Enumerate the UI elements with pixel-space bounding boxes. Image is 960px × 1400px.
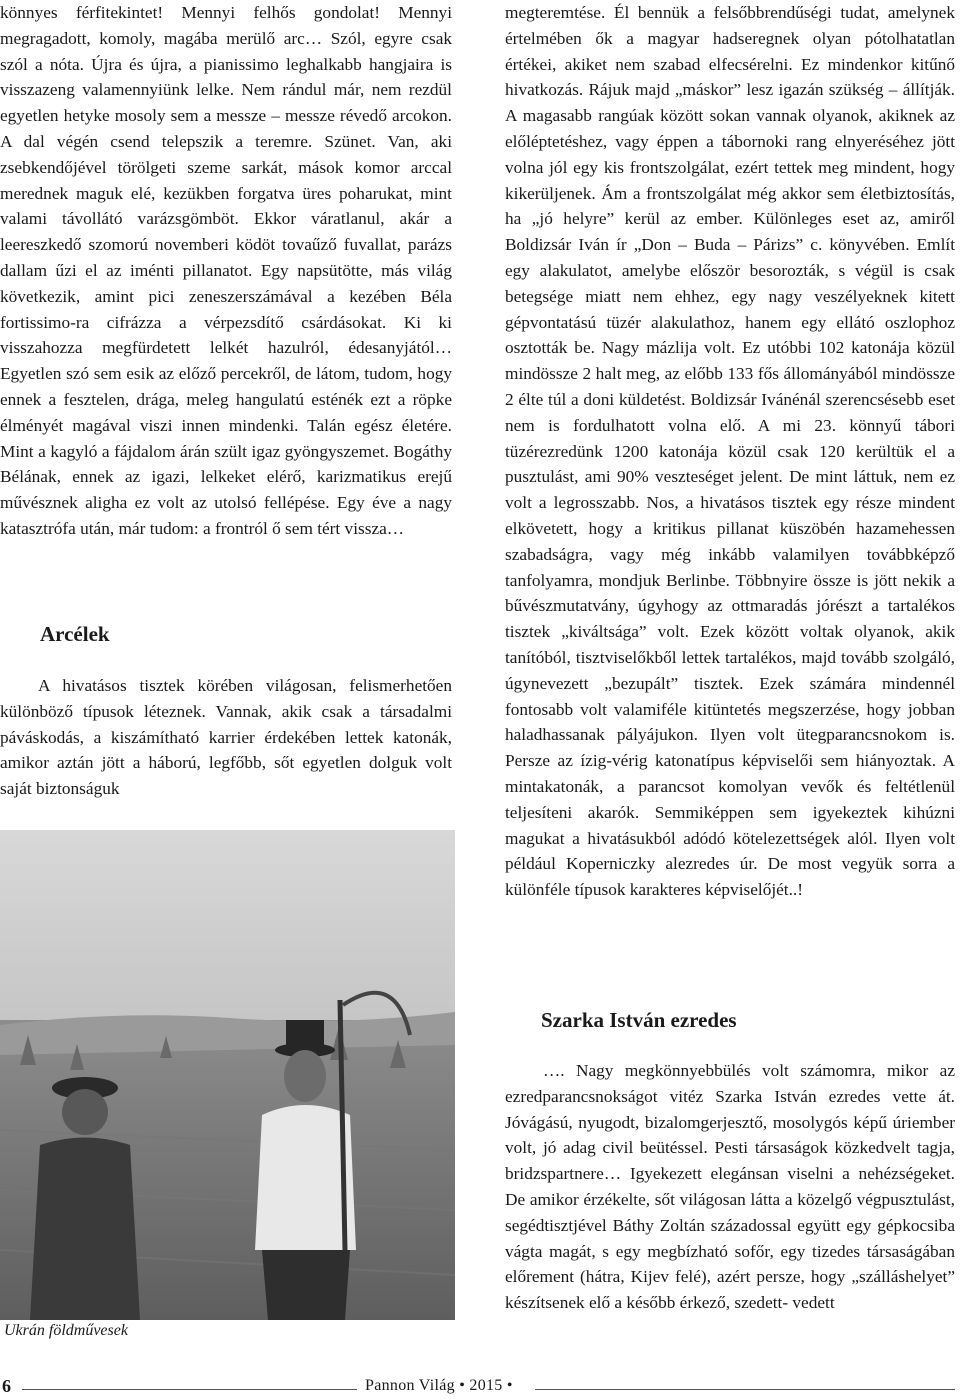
body-paragraph: megteremtése. Él bennük a felsőbbrendűségi tudat, amelynek értelmében ők a magyar hadseregnek olyan pótolhatatlan értékei, akiket nem szabad elfecsérelni. Ez mindenkor kitűnő hivatkozás. Rájuk majd „máskor” lesz igazán szükség – állítják. A magasabb rangúak között sokan vannak olyanok, akiknek az előléptetéshez, vagy éppen a tábornoki rang elnyeréséhez jött volna jól egy kis frontszolgálat, ezért tettek meg mindent, hogy kikerüljenek. Ám a frontszolgálat még akkor sem életbiztosítás, ha „jó helyre” kerül az ember. Különleges eset az, amiről Boldizsár Iván ír „Don – Buda – Párizs” c. könyvében. Említ egy alakulatot, amelybe először besorozták, s végül is csak betegsége miatt nem ehhez, egy nagy veszélyeknek kitett gépvontatású tüzér alakulathoz, hanem egy ellátó oszlophoz osztották be. Nagy mázlija volt. Ez utóbbi 102 katonája közül mindössze 2 halt meg, az előbb 133 fős állományából mindössze 2 élte túl a doni küldetést. Boldizsár Ivánénál szerencsésebb eset nem is fordulhatott volna elő. A mi 23. könnyű tábori tüzérezredünk 1200 katonája közül csak 120 kerültük el a pusztulást, ami 90% veszteséget jelent. De mint láttuk, nem ez volt a legrosszabb. Nos, a hivatásos tisztek egy része mindent elkövetett, hogy a kritikus pillanat küszöbén hazamehessen szabadságra, vagy még inkább valamilyen továbbképző tanfolyamra, mondjuk Berlinbe. Többnyire össze is jött nekik a bűvészmutatvány, úgyhogy az ottmaradás jórészt a tartalékos tisztek „kiváltsága” volt. Ezek között voltak olyanok, akik tanítóból, tisztviselőkből lettek tartalékos, majd tovább szolgáló, úgynevezett „bezupált” tisztek. Ezek számára mindennél fontosabb volt valamiféle kitüntetés megszerzése, hogy jobban haladhassanak pályájukon. Ilyen volt ütegparancsnokom is. Persze az ízig-vérig katonatípus képviselői sem hiányoztak. A mintakatonák, a parancsot komolyan vevők és feltétlenül teljesíteni akarók. Semmiképpen sem igyekeztek kihúzni magukat a hivatásukból adódó kötelezettségek alól. Ilyen volt például Koperniczky alezredes úr. De most vegyük sorra a különféle típusok karakteres képviselőjét..! <box>505 3 955 900</box>
page-number: 6 <box>2 1376 11 1396</box>
right-column <box>505 0 955 903</box>
publication-footer: Pannon Világ • 2015 • <box>365 1377 513 1394</box>
left-column <box>0 0 452 542</box>
photo-caption: Ukrán földművesek <box>4 1322 128 1339</box>
section-heading-arcelek: Arcélek <box>40 622 110 646</box>
footer-rule-right <box>535 1389 955 1390</box>
footer-rule-left <box>22 1389 357 1390</box>
szarka-section <box>505 1058 955 1316</box>
photo-ukrainian-farmers <box>0 830 455 1320</box>
section-paragraph: A hivatásos tisztek körében világosan, felismerhetően különböző típusok léteznek. Vannak, akik csak a társadalmi páváskodás, a kiszámítható karrier érdekében lettek katonák, amikor aztán jött a háború, legfőbb, sőt egyetlen dolguk volt saját biztonságuk <box>0 676 452 799</box>
section-paragraph: …. Nagy megkönnyebbülés volt számomra, mikor az ezredparancsnokságot vitéz Szarka István ezredes vette át. Jóvágású, nyugodt, bizalomgerjesztő, mosolygós képű úriember volt, jó adag civil beütéssel. Pesti társaságok közkedvelt tagja, bridzspartnere… Igyekezett elegánsan viselni a nehézségeket. De amikor érzékelte, sőt világosan látta a közelgő végpusztulást, segédtisztjével Báthy Zoltán századossal együtt egy gépkocsiba vágta magát, s egy megbízható sofőr, egy tizedes társaságában előrement (hátra, Kijev felé), azért persze, hogy „szálláshelyet” készítsenek elő a később érkező, szedett- vedett <box>505 1061 955 1313</box>
arcelek-section <box>0 673 452 802</box>
body-paragraph: könnyes férfitekintet! Mennyi felhős gondolat! Mennyi megragadott, komoly, magába merülő arc… Szól, egyre csak szól a nóta. Újra és újra, a pianissimo leghalkabb hangjaira is visszazeng valamennyiünk lelke. Nem rándul már, nem rezdül egyetlen hetyke mosoly sem a messze – messze révedő arcokon. A dal végén csend telepszik a teremre. Szünet. Van, aki zsebkendőjével törölgeti szeme sarkát, mások komor arccal merednek maguk elé, kezükben forgatva üres poharukat, mint valami távollátó varázsgömböt. Ekkor váratlanul, akár a leereszkedő szomorú novemberi ködöt tovaűző fuvallat, parázs dallam űzi el az iménti pillanatot. Egy napsütötte, más világ következik, amint pici zeneszerszámával a kezében Béla fortissimo-ra cifrázza a vérpezsdítő csárdásokat. Ki ki visszahozza megfürdetett lelkét hazulról, édesanyjától… Egyetlen szó sem esik az előző percekről, de látom, tudom, hogy ennek a fesztelen, drága, meleg hangulatú esténék ezt a röpke élményét magával viszi innen mindenki. Talán egész életére. Mint a kagyló a fájdalom árán szült igaz gyöngyszemet. Bogáthy Bélának, ennek az igazi, lelkeket elérő, karizmatikus erejű művésznek aligha ez volt az utolsó fellépése. Egy éve a nagy katasztrófa után, már tudom: a frontról ő sem tért vissza… <box>0 3 452 538</box>
section-heading-szarka: Szarka István ezredes <box>541 1008 737 1032</box>
